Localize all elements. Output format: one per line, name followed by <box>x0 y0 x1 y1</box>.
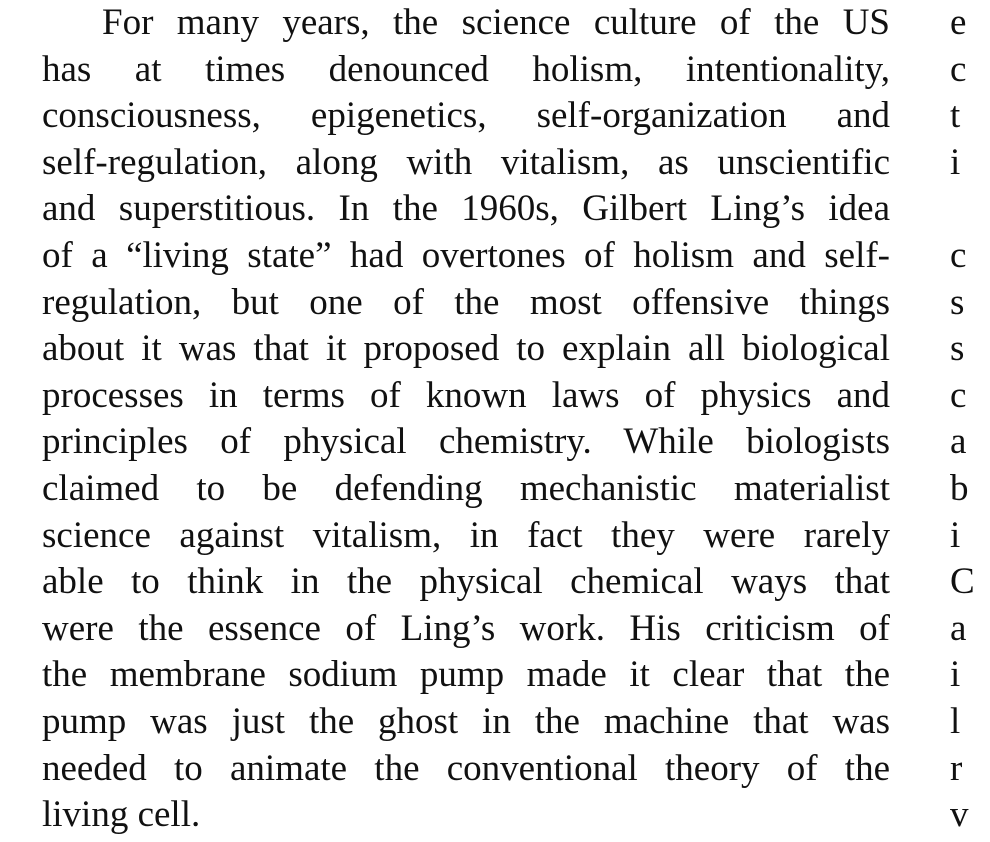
edge-letter: a <box>950 421 967 463</box>
text-line: of a “living state” had overtones of holism and self- <box>42 235 890 276</box>
text-line: and superstitious. In the 1960s, Gilbert Ling’s idea <box>42 188 890 230</box>
text-line: self-regulation, along with vitalism, as unscientific <box>42 141 890 183</box>
text-line: principles of physical chemistry. While biologists <box>42 421 890 463</box>
edge-letter: s <box>950 281 965 323</box>
edge-letter: c <box>950 235 967 276</box>
edge-letter: i <box>950 654 961 696</box>
text-line: science against vitalism, in fact they were rarely <box>42 514 890 556</box>
text-line: claimed to be defending mechanistic materialist <box>42 468 890 509</box>
edge-letter: v <box>950 794 969 836</box>
edge-letter: t <box>950 95 961 137</box>
edge-letter: e <box>950 2 967 43</box>
text-line: living cell. <box>42 794 201 836</box>
text-line: regulation, but one of the most offensive things <box>42 281 890 323</box>
edge-letter: i <box>950 514 961 556</box>
edge-letter: a <box>950 607 967 649</box>
text-line: able to think in the physical chemical ways that <box>42 561 890 603</box>
edge-letter: s <box>950 328 965 370</box>
text-line: For many years, the science culture of the US <box>102 2 890 43</box>
text-line: consciousness, epigenetics, self-organization and <box>42 95 890 137</box>
text-line: were the essence of Ling’s work. His criticism of <box>42 607 890 649</box>
text-line: pump was just the ghost in the machine that was <box>42 701 890 742</box>
edge-letter: c <box>950 374 967 416</box>
text-line: needed to animate the conventional theory of the <box>42 747 890 789</box>
edge-letter: r <box>950 747 963 789</box>
edge-letter: C <box>950 561 975 603</box>
text-line: has at times denounced holism, intentionality, <box>42 48 890 90</box>
edge-letter: b <box>950 468 969 509</box>
edge-letter: c <box>950 48 967 90</box>
text-line: processes in terms of known laws of physics and <box>42 374 890 416</box>
text-line: about it was that it proposed to explain all biological <box>42 328 890 370</box>
edge-letter: i <box>950 141 961 183</box>
text-line: the membrane sodium pump made it clear that the <box>42 654 890 696</box>
edge-letter: l <box>950 701 961 742</box>
